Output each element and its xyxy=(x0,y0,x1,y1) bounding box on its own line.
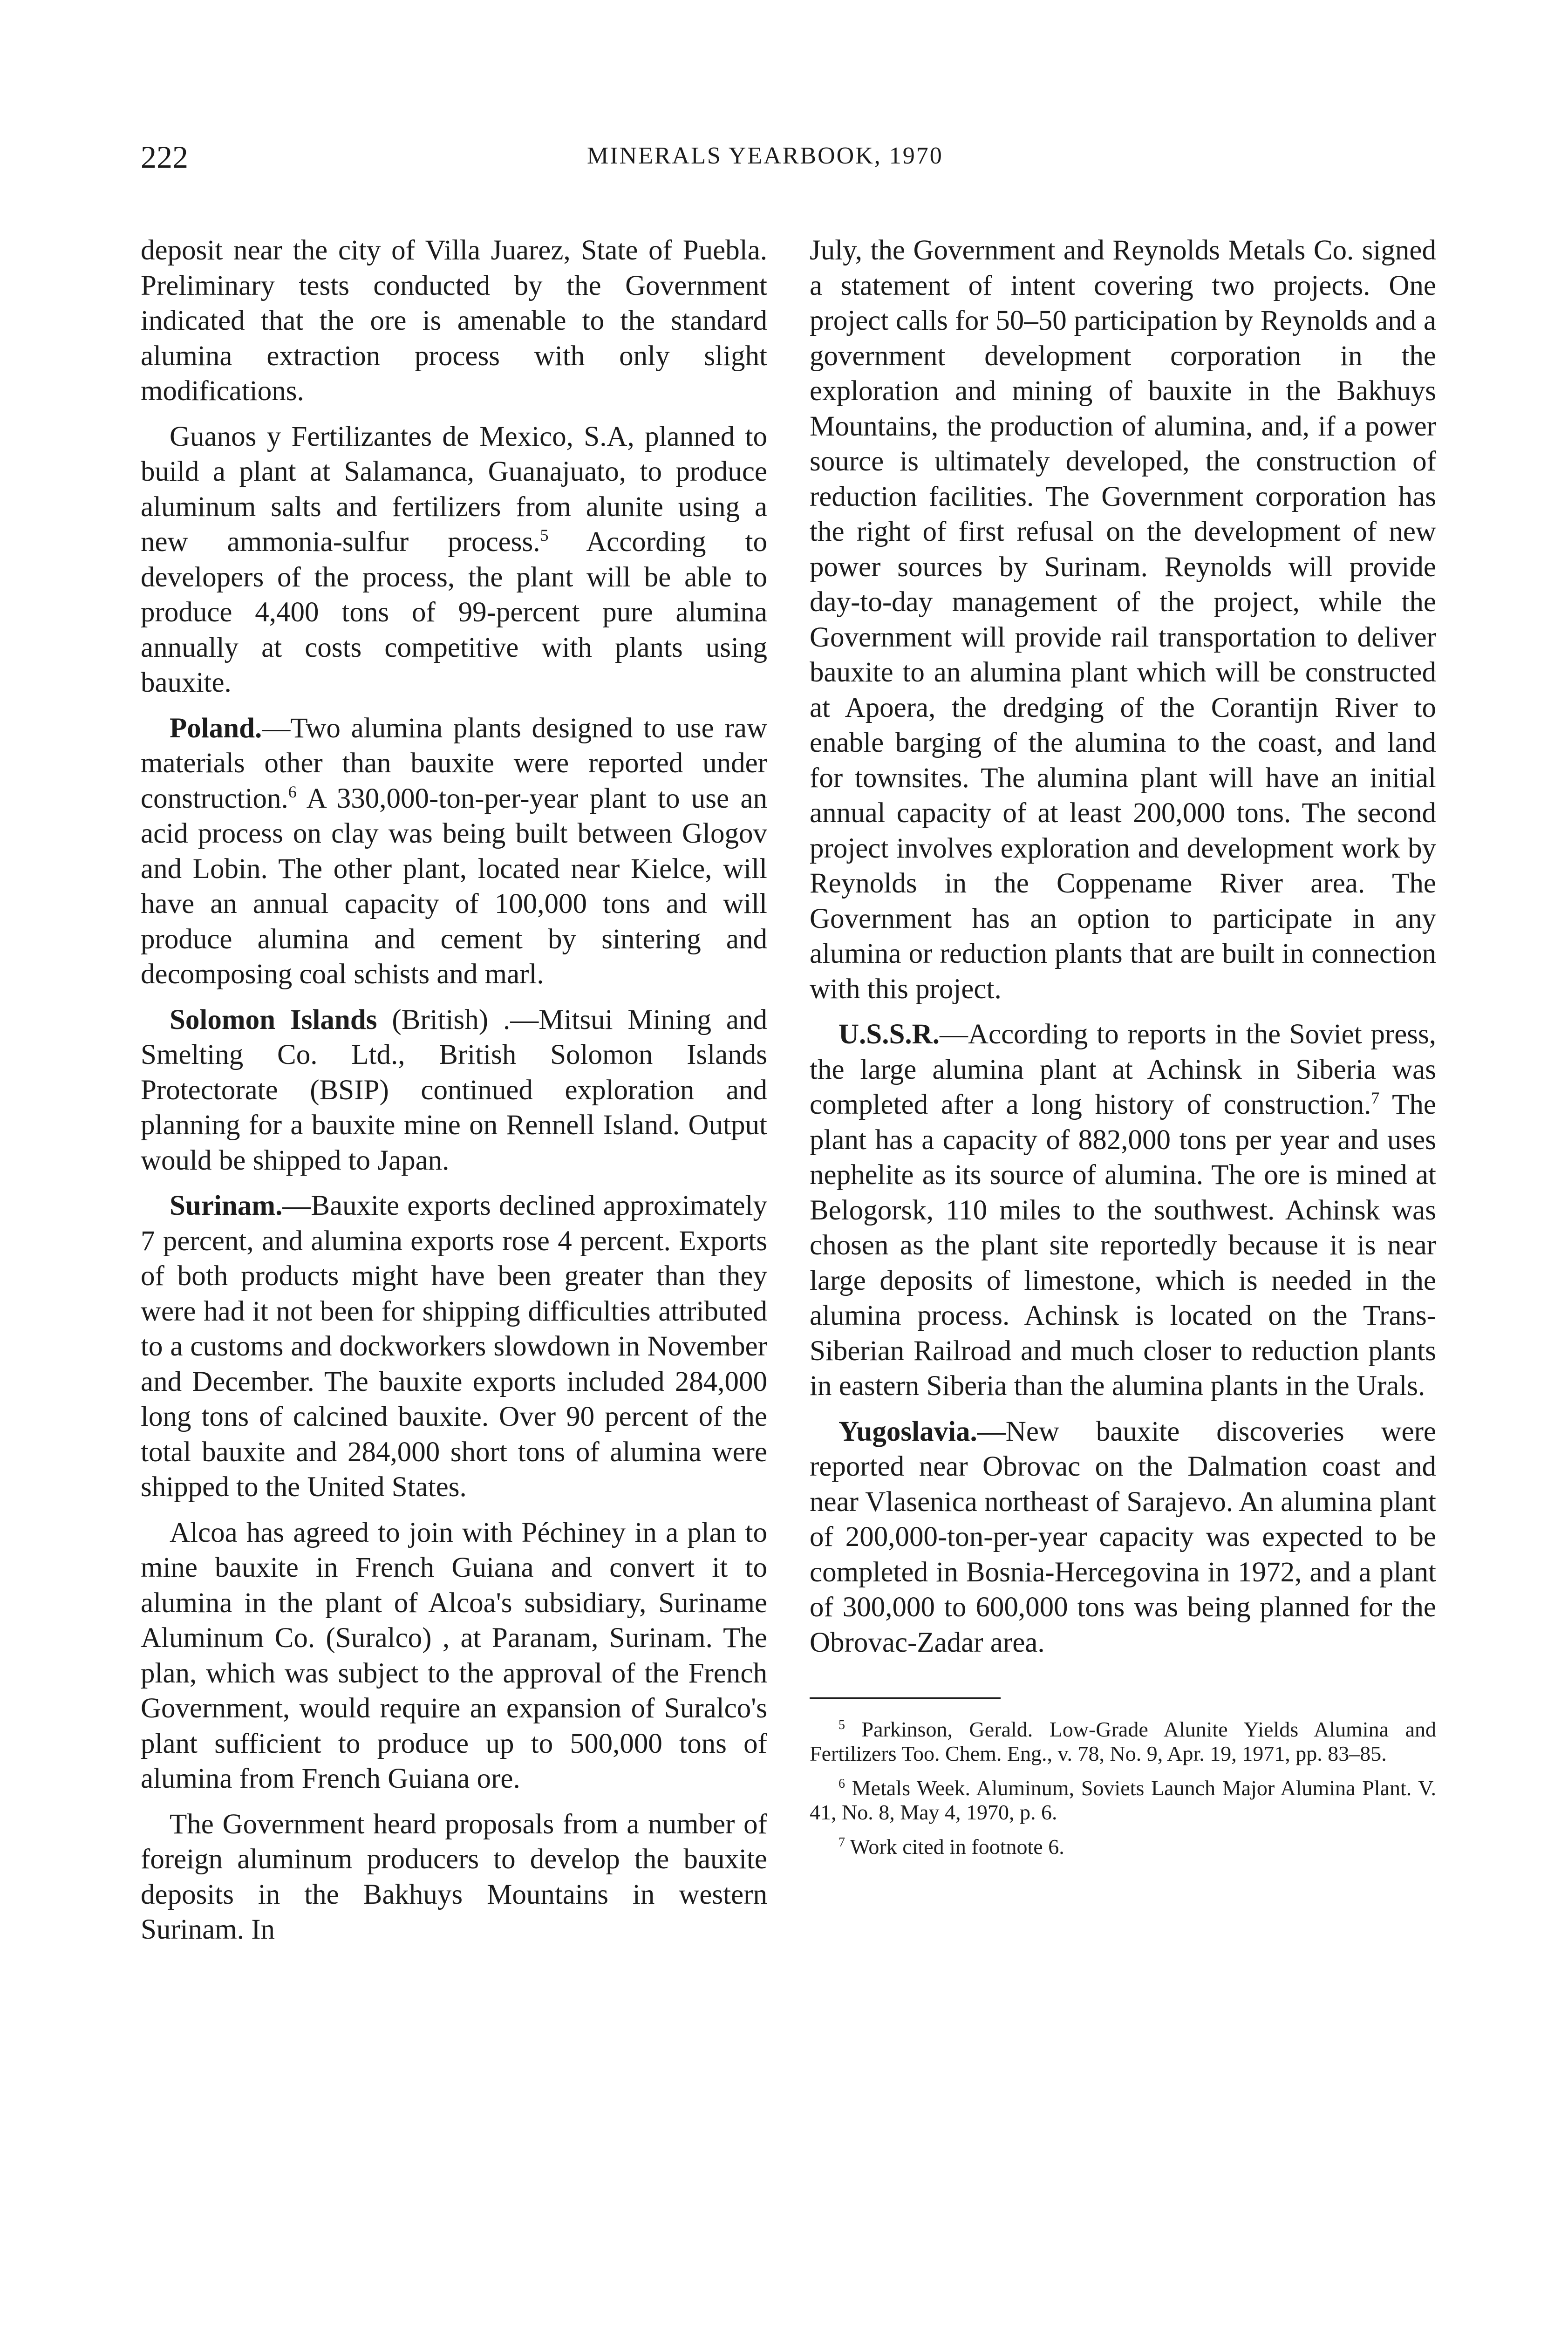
footnote-ref-7: 7 xyxy=(1371,1089,1380,1107)
left-column xyxy=(141,233,767,1958)
footnote-6-text: Metals Week. Aluminum, Soviets Launch Major Alumina Plant. V. 41, No. 8, May 4, 1970, p. 6. xyxy=(810,1776,1436,1824)
solomon-heading: Solomon Islands xyxy=(170,1004,377,1035)
footnote-7-number: 7 xyxy=(839,1835,845,1850)
surinam-paragraph xyxy=(141,1188,767,1505)
footnote-7-text: Work cited in footnote 6. xyxy=(850,1835,1064,1859)
yugoslavia-heading: Yugoslavia. xyxy=(839,1416,977,1447)
mexico-paragraph-continued: deposit near the city of Villa Juarez, State of Puebla. Preliminary tests conducted by the Government indicated that the ore is amenable to the standard alumina extraction process with only slight modifications. xyxy=(141,235,767,407)
government-paragraph: The Government heard proposals from a number of foreign aluminum producers to develop the bauxite deposits in the Bakhuys Mountains in western Surinam. In xyxy=(141,1808,767,1945)
yugoslavia-paragraph xyxy=(810,1414,1436,1661)
guanos-text-b: According to developers of the process, the plant will be able to produce 4,400 tons of 99-percent pure alumina annually at costs competitive with plants using bauxite. xyxy=(141,526,768,698)
yugoslavia-text: —New bauxite discoveries were reported near Obrovac on the Dalmation coast and near Vlasenica northeast of Sarajevo. An alumina plant of 200,000-ton-per-year capacity was expected to be completed in Bosnia-Hercegovina in 1972, and a plant of 300,000 to 600,000 tons was being planned for the Obrovac-Zadar area. xyxy=(810,1416,1436,1658)
guanos-text-a: Guanos y Fertilizantes de Mexico, S.A, planned to build a plant at Salamanca, Guanajuato, to produce aluminum salts and fertilizers from alunite using a new ammonia-sulfur process. xyxy=(141,421,767,558)
guanos-paragraph xyxy=(141,419,767,701)
poland-heading: Poland. xyxy=(170,712,262,744)
page-number: 222 xyxy=(141,139,188,175)
footnote-divider xyxy=(810,1697,1001,1699)
footnote-5-number: 5 xyxy=(839,1718,845,1732)
ussr-paragraph xyxy=(810,1017,1436,1404)
surinam-text: —Bauxite exports declined approximately 7 percent, and alumina exports rose 4 percent. Exports of both products might have been greater than they were had it not been for shipping difficulties attributed to a customs and dockworkers slowdown in November and December. The bauxite exports included 284,000 long tons of calcined bauxite. Over 90 percent of the total bauxite and 284,000 short tons of alumina were shipped to the United States. xyxy=(141,1190,767,1503)
poland-paragraph xyxy=(141,711,767,992)
footnotes xyxy=(810,1717,1436,1859)
footnote-6 xyxy=(810,1776,1436,1825)
solomon-paragraph xyxy=(141,1002,767,1178)
footnote-5 xyxy=(810,1717,1436,1766)
ussr-heading: U.S.S.R. xyxy=(839,1019,940,1050)
footnote-7 xyxy=(810,1835,1436,1859)
footnote-5-text: Parkinson, Gerald. Low-Grade Alunite Yields Alumina and Fertilizers Too. Chem. Eng., v. 78, No. 9, Apr. 19, 1971, pp. 83–85. xyxy=(810,1717,1437,1765)
poland-text-a: —Two alumina plants designed to use raw materials other than bauxite were reported under construction. xyxy=(141,712,767,814)
surinam-heading: Surinam. xyxy=(170,1190,283,1221)
footnote-ref-5: 5 xyxy=(540,526,549,545)
footnote-ref-6: 6 xyxy=(288,782,297,801)
alcoa-paragraph: Alcoa has agreed to join with Péchiney in a plan to mine bauxite in French Guiana and convert it to alumina in the plant of Alcoa's subsidiary, Suriname Aluminum Co. (Suralco) , at Paranam, Surinam. The plan, which was subject to the approval of the French Government, would require an expansion of Suralco's plant sufficient to produce up to 500,000 tons of alumina from French Guiana ore. xyxy=(141,1517,767,1794)
footnote-6-number: 6 xyxy=(839,1777,845,1791)
right-column xyxy=(810,233,1436,1869)
poland-text-b: A 330,000-ton-per-year plant to use an acid process on clay was being built between Glogov and Lobin. The other plant, located near Kielce, will have an annual capacity of 100,000 tons and will produce alumina and cement by sintering and decomposing coal schists and marl. xyxy=(141,783,767,990)
running-head: MINERALS YEARBOOK, 1970 xyxy=(587,143,943,169)
government-paragraph-continued: July, the Government and Reynolds Metals Co. signed a statement of intent covering two projects. One project calls for 50–50 participation by Reynolds and a government development corporation in the exploration and mining of bauxite in the Bakhuys Mountains, the production of alumina, and, if a power source is ultimately developed, the construction of reduction facilities. The Government corporation has the right of first refusal on the development of new power sources by Surinam. Reynolds will provide day-to-day management of the project, while the Government will provide rail transportation to deliver bauxite to an alumina plant which will be constructed at Apoera, the dredging of the Corantijn River to enable barging of the alumina to the coast, and land for townsites. The alumina plant will have an initial annual capacity of at least 200,000 tons. The second project involves exploration and development work by Reynolds in the Coppename River area. The Government has an option to participate in any alumina or reduction plants that are built in connection with this project. xyxy=(810,235,1436,1005)
ussr-text-a: —According to reports in the Soviet press, the large alumina plant at Achinsk in Siberia was completed after a long history of construction. xyxy=(810,1019,1436,1120)
ussr-text-b: The plant has a capacity of 882,000 tons per year and uses nephelite as its source of alumina. The ore is mined at Belogorsk, 110 miles to the southwest. Achinsk was chosen as the plant site reportedly because it is near large deposits of limestone, which is needed in the alumina process. Achinsk is located on the Trans-Siberian Railroad and much closer to reduction plants in eastern Siberia than the alumina plants in the Urals. xyxy=(810,1089,1436,1402)
solomon-text: (British) .—Mitsui Mining and Smelting Co. Ltd., British Solomon Islands Protectorate (BSIP) continued exploration and planning for a bauxite mine on Rennell Island. Output would be shipped to Japan. xyxy=(141,1004,767,1176)
